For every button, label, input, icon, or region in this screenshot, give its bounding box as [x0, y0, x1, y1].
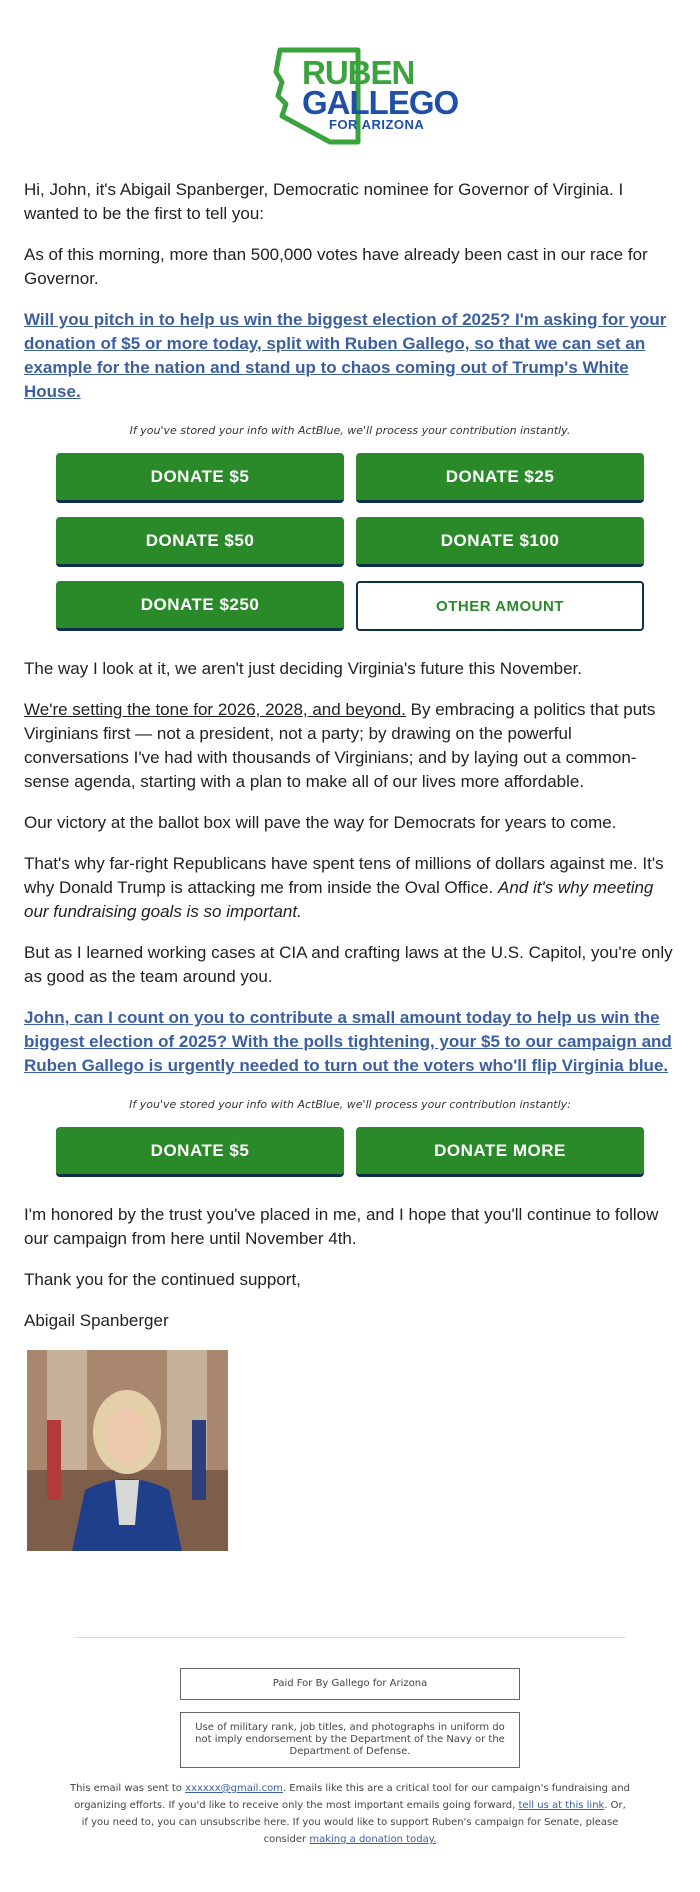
donate-50-button[interactable]: DONATE $50	[56, 517, 344, 567]
candidate-portrait-image	[27, 1350, 228, 1551]
ask-paragraph-2	[24, 1006, 676, 1078]
logo-for-arizona: FOR ARIZONA	[329, 117, 425, 132]
signature: Abigail Spanberger	[24, 1311, 169, 1330]
thank-you-paragraph: Thank you for the continued support,	[24, 1270, 301, 1289]
setting-tone-text: By embracing a politics that puts Virginians first — not a president, not a party; by drawing on the powerful conversations I've had with thousands of Virginians; and by laying out a common-sense agenda, starting with a plan to make all of our lives more affordable.	[24, 700, 656, 791]
donate-5-button[interactable]: DONATE $5	[56, 453, 344, 503]
footer-body: . Emails like this are a critical tool for our campaign's fundraising and organizing efforts. If you'd like to receive only the most important emails going forward,	[74, 1783, 630, 1811]
ask-link-1[interactable]: Will you pitch in to help us win the biggest election of 2025? I'm asking for your donation of $5 or more today, split with Ruben Gallego, so that we can set an example for the nation and stand up to chaos coming out of Trump's White House.	[24, 310, 667, 401]
footer-body-2: . Or, if you need to, you can unsubscribe here. If you would like to support Ruben's campaign for Senate, please consider	[81, 1800, 626, 1845]
victory-paragraph: Our victory at the ballot box will pave the way for Democrats for years to come.	[24, 813, 617, 832]
donation-link[interactable]: making a donation today.	[309, 1834, 437, 1845]
military-disclaimer-box: Use of military rank, job titles, and photographs in uniform do not imply endorsement by the Department of the Navy or the Department of Defense.	[180, 1712, 520, 1768]
ask-paragraph-1	[24, 308, 676, 404]
virginia-future-paragraph: The way I look at it, we aren't just deciding Virginia's future this November.	[24, 659, 583, 678]
donation-buttons-1	[24, 453, 676, 631]
footer-sent-to: This email was sent to	[70, 1783, 186, 1794]
republicans-text: That's why far-right Republicans have spent tens of millions of dollars against me. It's why Donald Trump is attacking me from inside the Oval Office.	[24, 854, 664, 897]
donate-250-button[interactable]: DONATE $250	[56, 581, 344, 631]
votes-cast-paragraph: As of this morning, more than 500,000 votes have already been cast in our race for Governor.	[24, 245, 648, 288]
donation-buttons-2	[24, 1127, 676, 1177]
logo-gallego: GALLEGO	[302, 84, 459, 121]
team-paragraph: But as I learned working cases at CIA and crafting laws at the U.S. Capitol, you're only as good as the team around you.	[24, 943, 673, 986]
ask-link-2[interactable]: John, can I count on you to contribute a small amount today to help us win the biggest election of 2025? With the polls tightening, your $5 to our campaign and Ruben Gallego is urgently needed to turn out the voters who'll flip Virginia blue.	[24, 1008, 672, 1075]
other-amount-button[interactable]: OTHER AMOUNT	[356, 581, 644, 631]
setting-tone-underlined: We're setting the tone for 2026, 2028, and beyond.	[24, 700, 406, 719]
campaign-logo	[24, 0, 676, 178]
candidate-photo	[27, 1350, 228, 1551]
fundraising-goals-emphasis: And it's why meeting our fundraising goals is so important.	[24, 878, 654, 921]
donate-more-button[interactable]: DONATE MORE	[356, 1127, 644, 1177]
donate-25-button[interactable]: DONATE $25	[356, 453, 644, 503]
greeting-paragraph: Hi, John, it's Abigail Spanberger, Democratic nominee for Governor of Virginia. I wanted to be the first to tell you:	[24, 180, 624, 223]
footer-divider	[74, 1637, 626, 1638]
donate-5-button-2[interactable]: DONATE $5	[56, 1127, 344, 1177]
paid-for-box: Paid For By Gallego for Arizona	[180, 1668, 520, 1700]
logo-ruben: RUBEN	[302, 54, 415, 91]
actblue-note-1: If you've stored your info with ActBlue, we'll process your contribution instantly.	[129, 424, 571, 437]
honored-paragraph: I'm honored by the trust you've placed in me, and I hope that you'll continue to follow our campaign from here until November 4th.	[24, 1205, 659, 1248]
donate-100-button[interactable]: DONATE $100	[356, 517, 644, 567]
republicans-paragraph	[24, 852, 676, 924]
footer-email-link[interactable]: xxxxxx@gmail.com	[185, 1783, 283, 1794]
footer-text	[70, 1780, 630, 1848]
tell-us-link[interactable]: tell us at this link	[518, 1800, 605, 1811]
actblue-note-2: If you've stored your info with ActBlue, we'll process your contribution instantly:	[129, 1098, 571, 1111]
setting-tone-paragraph	[24, 698, 676, 794]
